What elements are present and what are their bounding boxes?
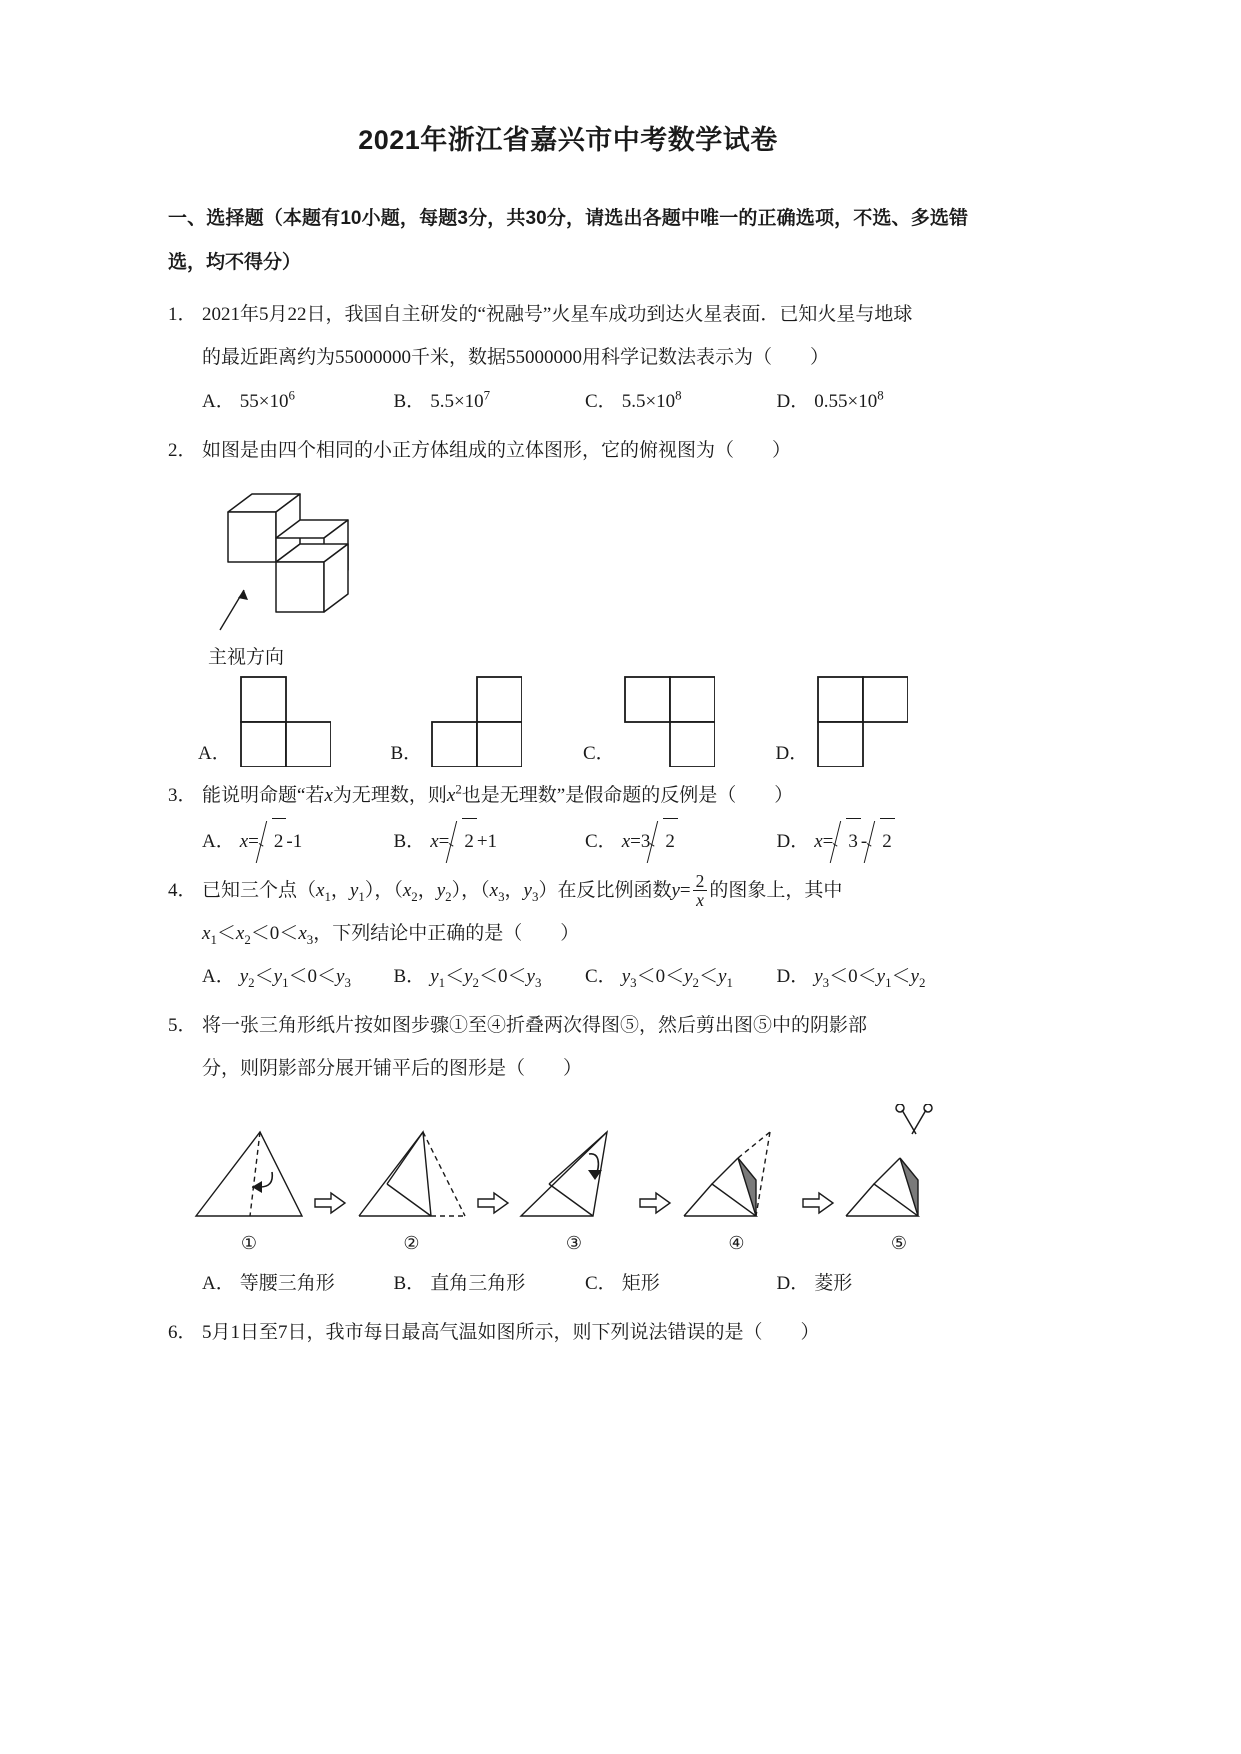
cell-top-left <box>241 677 286 722</box>
fold-step-4 <box>678 1124 796 1254</box>
fold-crease-dashed <box>250 1132 260 1216</box>
base-shape <box>846 1184 918 1216</box>
fraction-denominator: x <box>693 890 708 909</box>
question-5-number: 5． <box>168 1014 197 1036</box>
question-6-text-line1: 5月1日至7日，我市每日最高气温如图所示，则下列说法错误的是（ ） <box>202 1322 820 1344</box>
question-5-text-line1: 将一张三角形纸片按如图步骤①至④折叠两次得图⑤，然后剪出图⑤中的阴影部 <box>202 1014 868 1036</box>
option-5-d-label: D． <box>776 1273 810 1295</box>
question-5-stem <box>168 1005 968 1048</box>
option-4-d[interactable]: D． $y_3<0<y_1<y_2$ <box>776 966 926 991</box>
scissors-icon <box>896 1104 932 1134</box>
fold-step-2-label: ② <box>403 1233 420 1254</box>
paper-folding-sequence <box>168 1104 968 1254</box>
question-2-number: 2． <box>168 439 197 461</box>
right-arrow-icon <box>313 1191 347 1215</box>
radical-icon: 2 <box>259 818 287 864</box>
ghost-apex-dashed <box>738 1132 770 1158</box>
question-2-stem <box>168 430 968 473</box>
option-1-a-label: A． <box>202 390 235 412</box>
cell-top-right <box>863 677 908 722</box>
cube-front-face-c <box>276 562 324 612</box>
question-3-number: 3． <box>168 785 197 807</box>
cube-solid-figure <box>168 480 968 669</box>
fold-step-3-label: ③ <box>565 1233 583 1254</box>
question-2-text-line1: 如图是由四个相同的小正方体组成的立体图形，它的俯视图为（ ） <box>202 439 792 461</box>
cell-bottom-left <box>432 722 477 767</box>
crease-solid <box>387 1132 423 1184</box>
shaded-region <box>738 1158 756 1216</box>
sequence-arrow-3 <box>638 1191 672 1254</box>
option-2-a[interactable] <box>198 673 391 767</box>
option-4-b[interactable]: B． $y_1<y_2<0<y_3$ <box>393 966 542 991</box>
question-4-stem <box>168 870 968 913</box>
option-5-b-text: 直角三角形 <box>430 1273 526 1295</box>
option-4-b-label: B． <box>393 966 426 988</box>
right-arrow-icon <box>638 1191 672 1215</box>
question-5 <box>168 1005 968 1306</box>
option-2-c[interactable] <box>583 673 776 767</box>
option-5-c-label: C． <box>585 1273 617 1295</box>
fold-step-5 <box>840 1104 958 1254</box>
option-2-c-shape-icon <box>621 673 715 767</box>
page-title: 2021年浙江省嘉兴市中考数学试卷 <box>358 125 778 155</box>
question-1-options <box>168 380 968 424</box>
radical-icon: 2 <box>449 818 477 864</box>
option-3-b-label: B． <box>393 831 426 853</box>
option-1-b-label: B． <box>393 390 426 412</box>
ghost-edge-dashed <box>756 1132 770 1216</box>
fold-step-1 <box>190 1124 308 1254</box>
cell-top-left <box>818 677 863 722</box>
option-5-a[interactable] <box>202 1262 394 1306</box>
fold-arrow <box>252 1172 272 1187</box>
fold-step-2-diagram <box>353 1124 471 1224</box>
option-1-b[interactable] <box>394 380 586 424</box>
option-4-a[interactable]: A． $y_2<y_1<0<y_3$ <box>202 966 351 991</box>
option-5-d-text: 菱形 <box>814 1273 853 1295</box>
question-4-text-line1: 已知三个点（$x_1$，$y_1$），（$x_2$，$y_2$），（$x_3$，$y_3$）在反比例函数y= $\frac{2}{x}$ 的图象上，其中 <box>202 870 843 910</box>
question-3 <box>168 775 968 863</box>
question-4-text-line2: $x_1<x_2<0<x_3$，下列结论中正确的是（ ） <box>202 922 580 947</box>
fraction-two-over-x <box>693 872 708 910</box>
radical-icon: 3 <box>833 818 861 864</box>
cell-bottom-right <box>286 722 331 767</box>
folded-triangle-left <box>359 1132 431 1216</box>
option-4-c-label: C． <box>585 966 617 988</box>
option-1-a-base: 55×10 <box>239 390 289 412</box>
option-3-d[interactable]: D． x= 3 - 2 <box>777 818 969 864</box>
question-6-number: 6． <box>168 1322 197 1344</box>
right-arrow-icon <box>801 1191 835 1215</box>
base-shape <box>684 1184 756 1216</box>
fraction-numerator: 2 <box>695 870 705 891</box>
option-1-d[interactable] <box>777 380 969 424</box>
sequence-arrow-2 <box>476 1191 510 1254</box>
question-3-text-line1: 能说明命题“若x为无理数，则$x^2$也是无理数”是假命题的反例是（ ） <box>202 781 794 807</box>
option-5-b[interactable] <box>394 1262 586 1306</box>
question-1-text-line1: 2021年5月22日，我国自主研发的“祝融号”火星车成功到达火星表面．已知火星与地球 <box>202 304 913 326</box>
option-3-a-label: A． <box>202 831 235 853</box>
option-5-a-text: 等腰三角形 <box>239 1273 335 1295</box>
cell-bottom-right <box>477 722 522 767</box>
option-5-c-text: 矩形 <box>621 1273 660 1295</box>
upper-edge <box>874 1158 900 1184</box>
right-arrow-icon <box>476 1191 510 1215</box>
option-2-a-label: A． <box>198 743 231 765</box>
cell-top-left <box>625 677 670 722</box>
question-6-stem <box>168 1312 968 1355</box>
option-1-d-base: 0.55×10 <box>814 390 878 412</box>
fold-step-1-diagram <box>190 1124 308 1224</box>
cube-solid-svg <box>208 480 398 640</box>
option-4-d-label: D． <box>776 966 810 988</box>
fold-step-4-diagram <box>678 1124 796 1224</box>
option-5-d[interactable] <box>777 1262 969 1306</box>
view-direction-label: 主视方向 <box>208 647 285 669</box>
triangle-outline <box>196 1132 302 1216</box>
fold-step-4-label: ④ <box>728 1233 745 1254</box>
cube-front-face-a <box>228 512 276 562</box>
question-2 <box>168 430 968 768</box>
fold-step-5-diagram <box>840 1104 958 1224</box>
cell-bottom-right <box>670 722 715 767</box>
question-5-text-line2: 分，则阴影部分展开铺平后的图形是（ ） <box>202 1057 583 1079</box>
option-1-c[interactable] <box>585 380 777 424</box>
cell-bottom-left <box>818 722 863 767</box>
option-1-a-exponent: 6 <box>288 387 295 403</box>
question-4-options <box>168 955 968 999</box>
fold-step-3 <box>515 1124 633 1254</box>
option-4-c[interactable]: C． $y_3<0<y_2<y_1$ <box>585 966 733 991</box>
cell-top-right <box>477 677 522 722</box>
option-3-c[interactable]: C． x=3 2 <box>585 818 777 864</box>
radical-icon: 2 <box>867 818 895 864</box>
cell-bottom-left <box>241 722 286 767</box>
option-4-a-label: A． <box>202 966 235 988</box>
fold-step-5-label: ⑤ <box>890 1233 908 1254</box>
question-3-stem <box>168 775 968 818</box>
option-3-a[interactable]: A． x= 2 -1 <box>202 818 394 864</box>
crease-solid-2 <box>387 1184 431 1216</box>
option-1-a[interactable] <box>202 380 394 424</box>
fold-step-3-diagram <box>515 1124 633 1224</box>
upper-edge <box>712 1158 738 1184</box>
option-1-b-exponent: 7 <box>483 387 491 403</box>
option-1-d-exponent: 8 <box>877 387 884 403</box>
fold-arrowhead <box>252 1181 262 1193</box>
fold-step-1-label: ① <box>240 1233 258 1254</box>
crease-solid-2 <box>549 1184 593 1216</box>
option-2-b-shape-icon <box>428 673 522 767</box>
option-2-b[interactable] <box>391 673 584 767</box>
option-3-c-label: C． <box>585 831 617 853</box>
question-1-stem <box>168 294 968 337</box>
option-1-d-label: D． <box>776 390 810 412</box>
option-3-d-label: D． <box>776 831 810 853</box>
option-1-c-base: 5.5×10 <box>621 390 676 412</box>
fold-step-2 <box>353 1124 471 1254</box>
sequence-arrow-4 <box>801 1191 835 1254</box>
option-2-d[interactable] <box>776 673 969 767</box>
option-5-a-label: A． <box>202 1273 235 1295</box>
option-2-c-label: C． <box>583 743 615 765</box>
page-content <box>168 118 968 1361</box>
option-2-d-label: D． <box>775 743 809 765</box>
shaded-region <box>900 1158 918 1216</box>
question-1-text-line2: 的最近距离约为55000000千米，数据55000000用科学记数法表示为（ ） <box>202 347 830 369</box>
option-1-b-base: 5.5×10 <box>430 390 484 412</box>
cell-top-right <box>670 677 715 722</box>
question-3-options <box>168 818 968 864</box>
radical-icon: 2 <box>650 818 678 864</box>
option-3-b[interactable]: B． x= 2 +1 <box>394 818 586 864</box>
question-5-options <box>168 1262 968 1306</box>
option-2-d-shape-icon <box>814 673 908 767</box>
option-5-c[interactable] <box>585 1262 777 1306</box>
option-5-b-label: B． <box>393 1273 426 1295</box>
question-1-number: 1． <box>168 304 197 326</box>
question-4 <box>168 870 968 999</box>
question-6 <box>168 1312 968 1355</box>
question-2-options <box>168 673 968 767</box>
option-1-c-exponent: 8 <box>675 387 682 403</box>
option-2-a-shape-icon <box>237 673 331 767</box>
option-1-c-label: C． <box>585 390 617 412</box>
question-1 <box>168 294 968 423</box>
section-heading: 一、选择题（本题有10小题，每题3分，共30分，请选出各题中唯一的正确选项，不选、多选错选，均不得分） <box>168 208 968 273</box>
question-4-number: 4． <box>168 879 197 901</box>
sequence-arrow-1 <box>313 1191 347 1254</box>
option-2-b-label: B． <box>390 743 423 765</box>
crease-solid <box>549 1132 607 1184</box>
